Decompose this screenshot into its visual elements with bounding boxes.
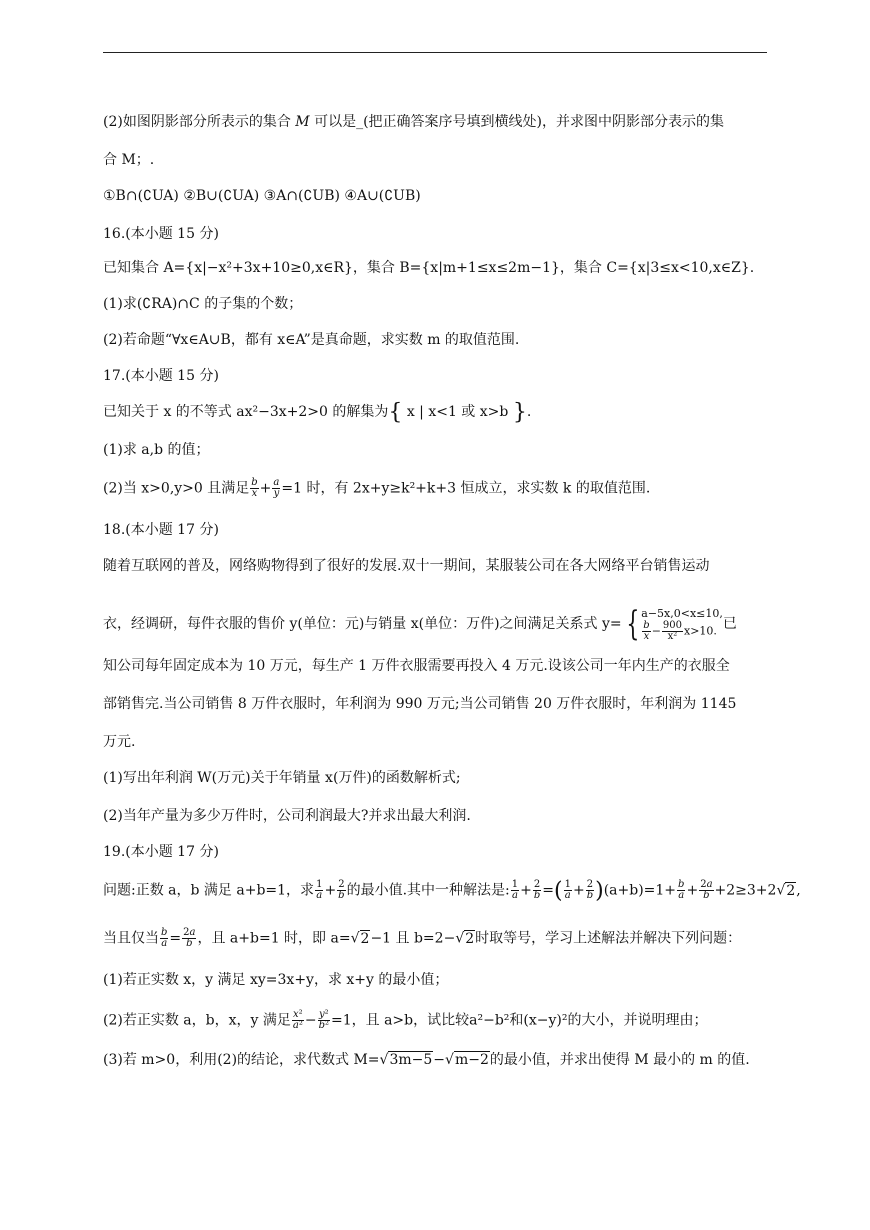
q16-part2: (2)若命题“∀x∈A∪B，都有 x∈A”是真命题，求实数 m 的取值范围.	[103, 332, 520, 348]
q18-line2: 衣，经调研，每件衣服的售价 y(单位：元)与销量 x(单位：万件)之间满足关系式 y= { a−5x,0<x≤10, $\frac{b}{x}$ − $\frac{900}{\text{x²}}$ x>10. 已	[103, 604, 737, 644]
q17-part1: (1)求 a,b 的值；	[103, 442, 210, 458]
q19-line1: 问题:正数 a，b 满足 a+b=1，求 $\frac{1}{a}$ + $\frac{2}{b}$ 的最小值.其中一种解法是: $\frac{1}{a}$ + $\frac{2}{b}$ =( $\frac{1}{a}$ + $\frac{2}{b}$ )(a+b)=1+ $\frac{b}{a}$ + $\frac{2a}{b}$ +2≥3+2√2,	[103, 878, 801, 904]
q17-header: 17.(本小题 15 分)	[103, 368, 219, 384]
q17-given: 已知关于 x 的不等式 ax²−3x+2>0 的解集为{ x | x<1 或 x>b }.	[103, 400, 532, 425]
q18-header: 18.(本小题 17 分)	[103, 522, 219, 538]
piecewise-function: { a−5x,0<x≤10, $\frac{b}{x}$ − $\frac{900}{\text{x²}}$ x>10.	[625, 604, 723, 644]
q19-line2: 当且仅当 $\frac{b}{a}$ = $\frac{2a}{b}$ ，且 a+b=1 时，即 a=√2−1 且 b=2−√2时取等号，学习上述解法并解决下列问题：	[103, 927, 742, 949]
q19-header: 19.(本小题 17 分)	[103, 844, 219, 860]
q18-part1: (1)写出年利润 W(万元)关于年销量 x(万件)的函数解析式;	[103, 770, 461, 786]
fraction-b-over-x: $\frac{b}{x}$	[251, 477, 258, 499]
q15-part2-line2: 合 M；.	[103, 152, 155, 168]
fraction-a-over-y: $\frac{a}{y}$	[273, 477, 280, 499]
q18-line1: 随着互联网的普及，网络购物得到了很好的发展.双十一期间，某服装公司在各大网络平台销售运动	[103, 558, 710, 574]
q16-part1: (1)求(∁RA)∩C 的子集的个数；	[103, 296, 303, 312]
q19-part2: (2)若正实数 a，b，x，y 满足 $\frac{\text{x²}}{\text{a²}}$ − $\frac{\text{y²}}{\text{b²}}$ =1，且 a>b，试比较a²−b²和(x−y)²的大小，并说明理由；	[103, 1009, 708, 1031]
q18-line5: 万元.	[103, 734, 136, 750]
q19-part1: (1)若正实数 x，y 满足 xy=3x+y，求 x+y 的最小值；	[103, 972, 449, 988]
q18-part2: (2)当年产量为多少万件时，公司利润最大?并求出最大利润.	[103, 808, 471, 824]
q18-line4: 部销售完.当公司销售 8 万件衣服时，年利润为 990 万元;当公司销售 20 万件衣服时，年利润为 1145	[103, 696, 737, 712]
q17-part2: (2)当 x>0,y>0 且满足 $\frac{b}{x}$ + $\frac{a}{y}$ =1 时，有 2x+y≥k²+k+3 恒成立，求实数 k 的取值范围.	[103, 477, 651, 499]
q16-header: 16.(本小题 15 分)	[103, 226, 219, 242]
q15-options: ①B∩(∁UA) ②B∪(∁UA) ③A∩(∁UB) ④A∪(∁UB)	[103, 188, 421, 204]
q18-line3: 知公司每年固定成本为 10 万元，每生产 1 万件衣服需要再投入 4 万元.设该公司一年内生产的衣服全	[103, 658, 730, 674]
q15-part2-line1: (2)如图阴影部分所表示的集合 M 可以是_(把正确答案序号填到横线处)，并求图中阴影部分表示的集	[103, 114, 724, 130]
header-rule	[103, 52, 767, 53]
q16-given: 已知集合 A={x|−x²+3x+10≥0,x∈R}，集合 B={x|m+1≤x≤2m−1}，集合 C={x|3≤x<10,x∈Z}.	[103, 260, 755, 276]
q19-part3: (3)若 m>0，利用(2)的结论，求代数式 M=√3m−5−√m−2的最小值，并求出使得 M 最小的 m 的值.	[103, 1052, 750, 1068]
